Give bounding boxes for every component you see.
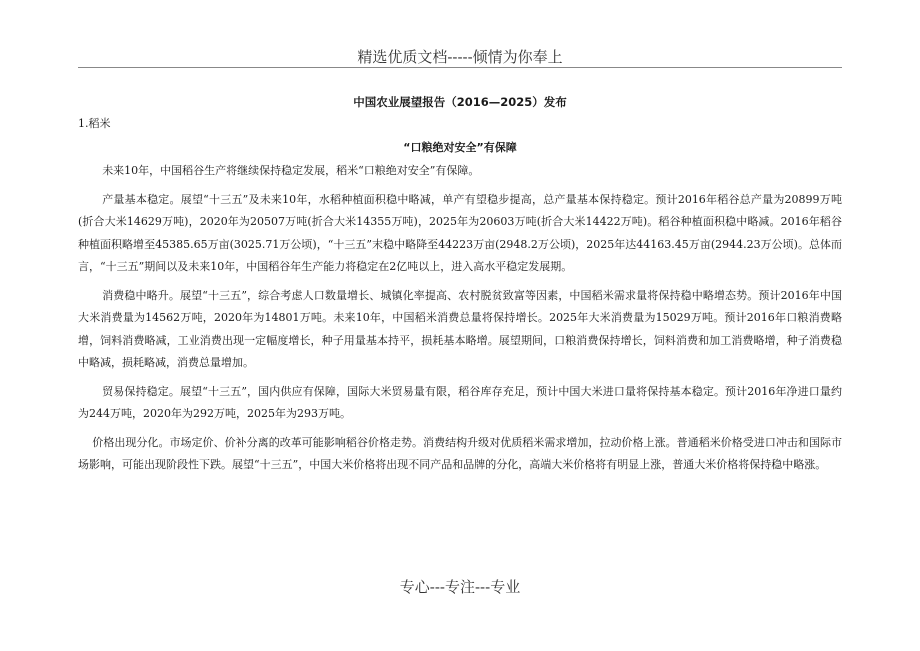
section-subtitle: “口粮绝对安全”有保障 (403, 141, 517, 154)
page-footer: 专心---专注---专业 (399, 578, 521, 596)
paragraph-trade: 贸易保持稳定。展望“十三五”，国内供应有保障，国际大米贸易量有限，稻谷库存充足，预计中国大米进口量将保持基本稳定。预计2016年净进口量约为244万吨，2020年为292万吨，2025年为293万吨。 (78, 384, 842, 420)
paragraph-intro: 未来10年，中国稻谷生产将继续保持稳定发展，稻米“口粮绝对安全”有保障。 (102, 164, 480, 177)
document-title: 中国农业展望报告（2016—2025）发布 (353, 95, 567, 109)
section-label: 1.稻米 (78, 117, 111, 130)
paragraph-consumption: 消费稳中略升。展望“十三五”，综合考虑人口数量增长、城镇化率提高、农村脱贫致富等因素，中国稻米需求量将保持稳中略增态势。预计2016年中国大米消费量为14562万吨，2020年为14801万吨。未来10年，中国稻米消费总量将保持增长。2025年大米消费量为15029万吨。预计2016年口粮消费略增，饲料消费略减，工业消费出现一定幅度增长，种子用量基本持平，损耗基本略增。展望期间，口粮消费保持增长，饲料消费和加工消费略增，种子消费稳中略减，损耗略减，消费总量增加。 (78, 288, 842, 369)
document-body (78, 95, 842, 483)
paragraph-price: 价格出现分化。市场定价、价补分离的改革可能影响稻谷价格走势。消费结构升级对优质稻米需求增加，拉动价格上涨。普通稻米价格受进口冲击和国际市场影响，可能出现阶段性下跌。展望“十三五”，中国大米价格将出现不同产品和品牌的分化，高端大米价格将有明显上涨，普通大米价格将保持稳中略涨。 (78, 435, 842, 471)
page-header: 精选优质文档-----倾情为你奉上 (357, 48, 563, 66)
header-divider (78, 67, 842, 68)
paragraph-production: 产量基本稳定。展望“十三五”及未来10年，水稻种植面积稳中略减，单产有望稳步提高，总产量基本保持稳定。预计2016年稻谷总产量为20899万吨(折合大米14629万吨)，2020年为20507万吨(折合大米14355万吨)，2025年为20603万吨(折合大米14422万吨)。稻谷种植面积稳中略减。2016年稻谷种植面积略增至45385.65万亩(3025.71万公顷)，“十三五”末稳中略降至44223万亩(2948.2万公顷)，2025年达44163.45万亩(2944.23万公顷)。总体而言，“十三五”期间以及未来10年，中国稻谷年生产能力将稳定在2亿吨以上，进入高水平稳定发展期。 (78, 192, 842, 273)
